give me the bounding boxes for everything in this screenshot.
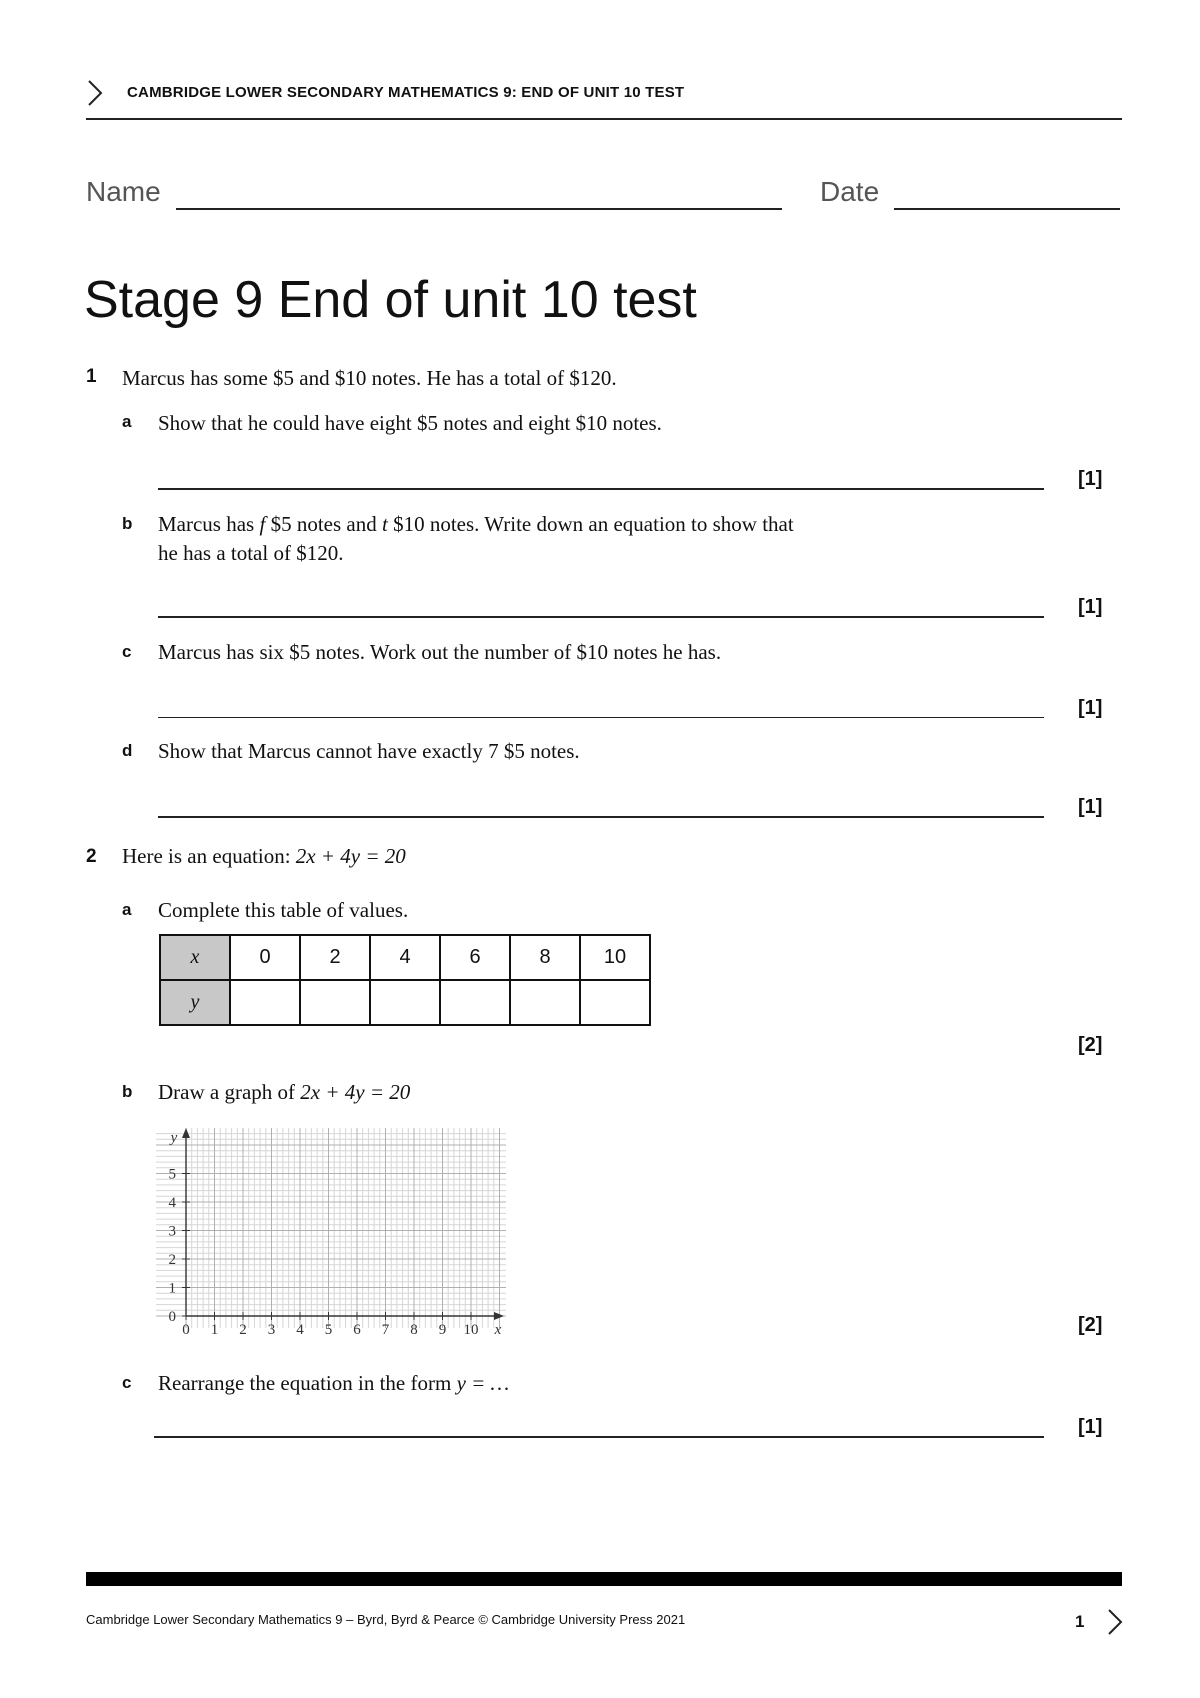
x-tick-label: 6 xyxy=(353,1322,361,1334)
y-tick-label: 2 xyxy=(168,1252,176,1268)
x-tick-label: 10 xyxy=(463,1322,479,1334)
part-text-line2: he has a total of $120. xyxy=(158,541,344,565)
x-tick-label: 7 xyxy=(381,1322,390,1334)
table-header-x: x xyxy=(160,935,230,980)
text-fragment: $10 notes. Write down an equation to show that xyxy=(387,512,794,536)
part-text xyxy=(158,510,794,539)
equation: 2x + 4y = 20 xyxy=(295,844,406,868)
mark-allocation: [1] xyxy=(1078,697,1103,719)
x-tick-label: 8 xyxy=(410,1322,418,1334)
footer-credit: Cambridge Lower Secondary Mathematics 9 – Byrd, Byrd & Pearce © Cambridge University Press 2021 xyxy=(86,1612,686,1627)
part-letter: d xyxy=(122,741,133,760)
footer-bar xyxy=(86,1572,1122,1586)
table-cell-y-input[interactable] xyxy=(580,980,650,1025)
equation: 2x + 4y = 20 xyxy=(300,1080,411,1104)
part-letter: c xyxy=(122,1373,132,1392)
question-number: 1 xyxy=(86,366,97,387)
answer-line[interactable] xyxy=(154,1436,1044,1438)
y-tick-label: 5 xyxy=(168,1166,176,1183)
text-fragment: $5 notes and xyxy=(265,512,382,536)
answer-line[interactable] xyxy=(158,488,1044,490)
x-tick-label: 3 xyxy=(267,1322,276,1334)
name-field[interactable] xyxy=(176,208,782,210)
y-tick-label: 0 xyxy=(168,1309,176,1325)
question-text xyxy=(122,842,406,871)
table-cell-x: 0 xyxy=(230,935,300,980)
table-cell-x: 8 xyxy=(510,935,580,980)
table-cell-x: 4 xyxy=(370,935,440,980)
part-letter: a xyxy=(122,412,132,431)
part-letter: b xyxy=(122,1082,133,1101)
mark-allocation: [1] xyxy=(1078,1416,1103,1438)
table-row-x xyxy=(160,935,650,980)
table-cell-x: 6 xyxy=(440,935,510,980)
table-cell-y-input[interactable] xyxy=(440,980,510,1025)
mark-allocation: [1] xyxy=(1078,468,1103,490)
x-tick-label: 2 xyxy=(239,1322,247,1334)
y-tick-label: 3 xyxy=(168,1223,176,1240)
next-page-icon[interactable] xyxy=(1104,1607,1126,1637)
text-fragment: Draw a graph of xyxy=(158,1080,301,1104)
answer-line[interactable] xyxy=(158,717,1044,718)
x-tick-label: 4 xyxy=(296,1322,304,1334)
variable-f: f xyxy=(259,512,266,536)
mark-allocation: [1] xyxy=(1078,796,1103,818)
y-tick-label: 1 xyxy=(168,1280,176,1297)
part-text xyxy=(158,1369,509,1398)
x-tick-label: 1 xyxy=(210,1322,219,1334)
table-cell-y-input[interactable] xyxy=(370,980,440,1025)
table-cell-y-input[interactable] xyxy=(300,980,370,1025)
table-cell-x: 2 xyxy=(300,935,370,980)
part-text xyxy=(158,1078,410,1107)
chevron-right-icon xyxy=(84,78,106,108)
mark-allocation: [2] xyxy=(1078,1034,1103,1056)
text-fragment: Rearrange the equation in the form xyxy=(158,1371,457,1395)
x-tick-label: 5 xyxy=(324,1322,333,1334)
question-number: 2 xyxy=(86,846,97,867)
y-tick-label: 4 xyxy=(168,1195,176,1211)
x-axis-label: x xyxy=(494,1322,502,1334)
table-of-values xyxy=(159,934,651,1026)
part-letter: c xyxy=(122,642,132,661)
mark-allocation: [2] xyxy=(1078,1314,1103,1336)
name-label: Name xyxy=(86,176,161,207)
part-text: Show that Marcus cannot have exactly 7 $5 notes. xyxy=(158,739,580,763)
question-text: Marcus has some $5 and $10 notes. He has a total of $120. xyxy=(122,366,617,390)
header-divider xyxy=(86,118,1122,120)
y-axis-arrow xyxy=(182,1128,190,1138)
date-field[interactable] xyxy=(894,208,1120,210)
page-title: Stage 9 End of unit 10 test xyxy=(84,271,697,329)
table-cell-y-input[interactable] xyxy=(230,980,300,1025)
table-header-y: y xyxy=(160,980,230,1025)
text-fragment: Here is an equation: xyxy=(122,844,296,868)
x-tick-label: 0 xyxy=(182,1322,190,1334)
variable-t: t xyxy=(381,512,388,536)
page-number: 1 xyxy=(1075,1612,1085,1631)
answer-line[interactable] xyxy=(158,816,1044,818)
table-cell-y-input[interactable] xyxy=(510,980,580,1025)
graph-grid[interactable] xyxy=(156,1128,506,1334)
mark-allocation: [1] xyxy=(1078,596,1103,618)
y-axis-label: y xyxy=(170,1130,178,1146)
answer-line[interactable] xyxy=(158,616,1044,618)
part-text: Marcus has six $5 notes. Work out the number of $10 notes he has. xyxy=(158,640,722,664)
form: y = … xyxy=(456,1371,510,1395)
text-fragment: Marcus has xyxy=(158,512,260,536)
table-row-y xyxy=(160,980,650,1025)
running-header: CAMBRIDGE LOWER SECONDARY MATHEMATICS 9: END OF UNIT 10 TEST xyxy=(127,84,685,101)
table-cell-x: 10 xyxy=(580,935,650,980)
part-letter: a xyxy=(122,900,132,919)
date-label: Date xyxy=(820,176,880,207)
part-text: Show that he could have eight $5 notes and eight $10 notes. xyxy=(158,411,662,435)
part-letter: b xyxy=(122,514,133,533)
x-tick-label: 9 xyxy=(438,1322,447,1334)
part-text: Complete this table of values. xyxy=(158,898,409,922)
